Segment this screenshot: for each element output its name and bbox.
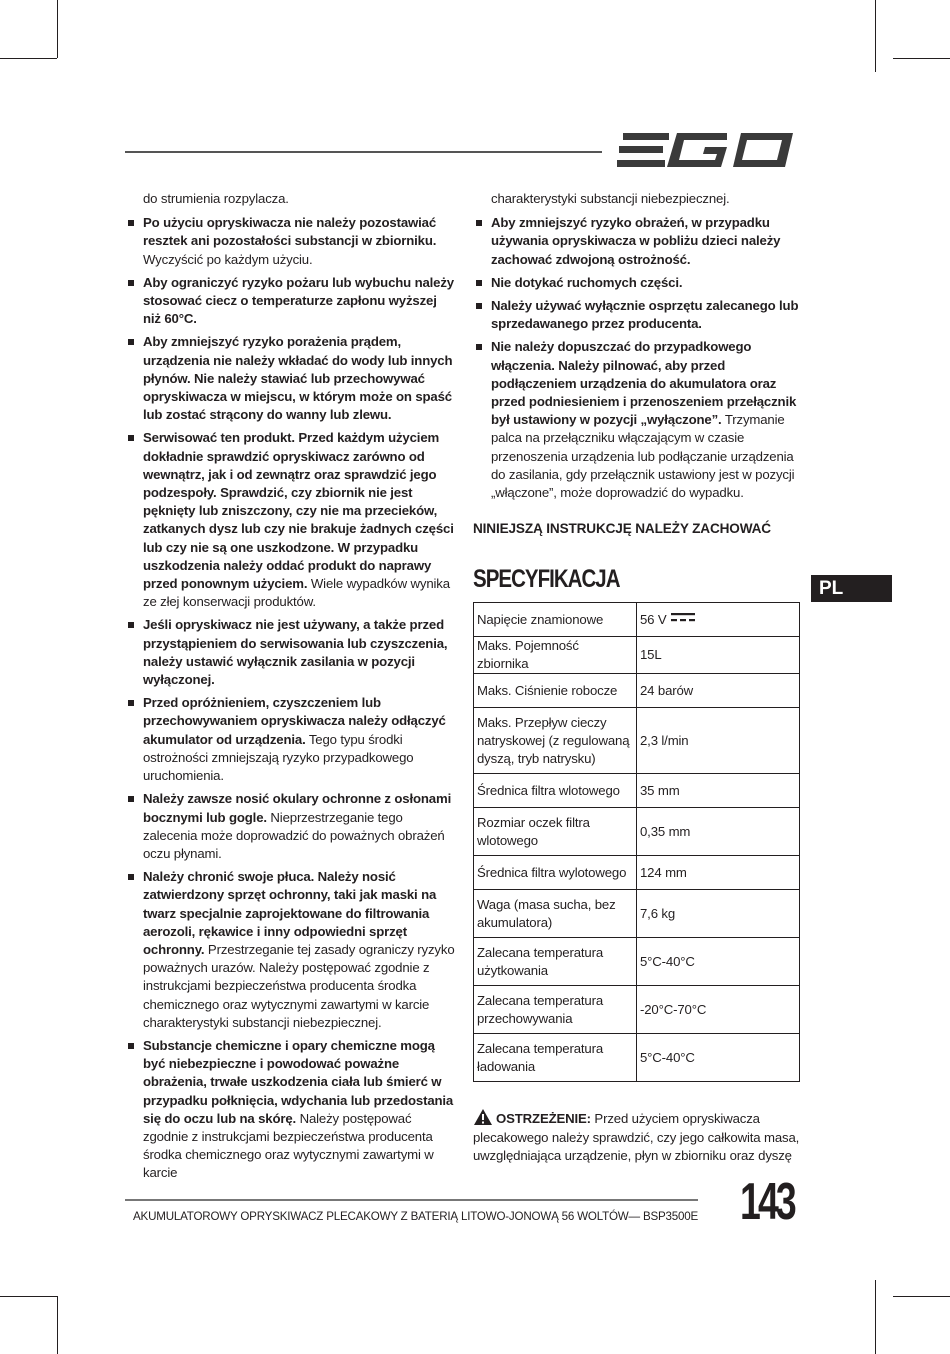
spec-row: [474, 1034, 800, 1082]
spec-value: [637, 603, 800, 637]
spec-row: [474, 938, 800, 986]
spec-label: Zalecana temperatura użytkowania: [474, 938, 637, 986]
spec-value: [637, 774, 800, 808]
spec-value-text: 5°C-40°C: [640, 953, 695, 969]
crop-mark: [875, 1280, 876, 1354]
spec-label: Maks. Przepływ cieczy natryskowej (z regulowaną dyszą, tryb natrysku): [474, 708, 637, 774]
right-column: [473, 190, 803, 1165]
spec-value: [637, 808, 800, 856]
spec-value-text: -20°C-70°C: [640, 1001, 707, 1017]
bold-text: Nie dotykać ruchomych części.: [491, 274, 683, 290]
bold-text: Należy używać wyłącznie osprzętu zalecanego lub sprzedawanego przez producenta.: [491, 298, 799, 332]
spec-value-text: 124 mm: [640, 864, 687, 880]
body-text: Wyczyścić po każdym użyciu.: [143, 251, 313, 267]
spec-label: Zalecana temperatura ładowania: [474, 1034, 637, 1082]
spec-value-text: 35 mm: [640, 782, 680, 798]
keep-instructions-heading: NINIEJSZĄ INSTRUKCJĘ NALEŻY ZACHOWAĆ: [473, 521, 771, 537]
crop-mark: [0, 58, 57, 59]
spec-row: [474, 708, 800, 774]
bold-text: Należy chronić swoje płuca. Należy nosić zatwierdzony sprzęt ochronny, taki jak maski na twarz specjalnie zaprojektowane do filtrowania aerozoli, rękawice i inny odpowiedni sprzęt ochronny.: [143, 869, 437, 957]
page-number: 143: [740, 1173, 794, 1231]
spec-value-text: 24 barów: [640, 682, 694, 698]
left-column: [125, 190, 455, 1188]
bullet-item: [125, 1037, 455, 1183]
body-text: Tego typu środki ostrożności zmniejszają ryzyko przypadkowego uruchomienia.: [143, 731, 414, 784]
language-tab: PL: [811, 575, 892, 602]
bullet-item: [473, 338, 803, 502]
spec-label: Średnica filtra wlotowego: [474, 774, 637, 808]
body-text: do strumienia rozpylacza.: [143, 191, 289, 206]
spec-row: [474, 808, 800, 856]
spec-row: [474, 674, 800, 708]
crop-mark: [57, 1296, 58, 1354]
bullet-item: [125, 790, 455, 863]
paragraph: [143, 190, 455, 208]
spec-row: [474, 637, 800, 674]
spec-value-text: 5°C-40°C: [640, 1049, 695, 1065]
spec-row: [474, 856, 800, 890]
spec-row: [474, 774, 800, 808]
spec-value: [637, 856, 800, 890]
bullet-item: [125, 694, 455, 785]
bullet-item: [125, 616, 455, 689]
warning-label: OSTRZEŻENIE:: [496, 1111, 591, 1127]
spec-label: Rozmiar oczek filtra wlotowego: [474, 808, 637, 856]
crop-mark: [57, 0, 58, 58]
bold-text: Jeśli opryskiwacz nie jest używany, a także przed przystąpieniem do serwisowania lub czyszczenia, należy ustawić wyłącznik zasilania w pozycji wyłączonej.: [143, 617, 448, 688]
spec-row: [474, 603, 800, 637]
spec-value: [637, 674, 800, 708]
body-text: Wiele wypadków wynika ze złej konserwacji produktów.: [143, 576, 450, 610]
paragraph: [491, 190, 803, 208]
spec-label: Zalecana temperatura przechowywania: [474, 986, 637, 1034]
bold-text: Nie należy dopuszczać do przypadkowego włączenia. Należy pilnować, aby przed podłączeniem urządzenia do akumulatora oraz przed podniesieniem i przenoszeniem przełącznik był ustawiony w pozycji „wyłączone”.: [491, 339, 797, 428]
warning-text: Przed użyciem opryskiwacza plecakowego należy sprawdzić, czy jego całkowita masa, uwzględniająca urządzenie, płyn w zbiorniku oraz dyszę: [473, 1111, 800, 1163]
spec-label: Maks. Ciśnienie robocze: [474, 674, 637, 708]
spec-table: [473, 602, 800, 1082]
spec-title: SPECYFIKACJA: [473, 565, 620, 594]
bullet-item: [473, 297, 803, 333]
crop-mark: [893, 1296, 950, 1297]
header-rule: [125, 151, 602, 153]
bullet-item: [473, 274, 803, 292]
ego-logo: [617, 130, 799, 170]
dc-voltage-icon: [671, 612, 695, 624]
spec-row: [474, 890, 800, 938]
bold-text: Należy zawsze nosić okulary ochronne z osłonami bocznymi lub gogle.: [143, 791, 452, 825]
bullet-item: [125, 868, 455, 1032]
warning-notice: [473, 1108, 803, 1165]
spec-value-text: 2,3 l/min: [640, 732, 689, 748]
body-text: Trzymanie palca na przełączniku włączającym w czasie przenoszenia urządzenia lub podłączanie urządzenia do zasilania, gdy przełącznik ustawiony jest w pozycji „włączone”, może doprowadzić do wypadku.: [491, 412, 795, 501]
bullet-item: [473, 214, 803, 269]
bold-text: Przed opróżnieniem, czyszczeniem lub przechowywaniem opryskiwacza należy odłączyć akumulator od urządzenia.: [143, 695, 446, 747]
bullet-item: [125, 274, 455, 329]
bold-text: Po użyciu opryskiwacza nie należy pozostawiać resztek ani pozostałości substancji w zbiorniku.: [143, 215, 437, 249]
spec-row: [474, 986, 800, 1034]
bold-text: Serwisować ten produkt. Przed każdym użyciem dokładnie sprawdzić opryskiwacz zarówno od wewnątrz, jak i od zewnątrz oraz sprawdzić jego podzespoły. Sprawdzić, czy zbiornik nie jest pęknięty lub zniszczony, czy nie ma przecieków, zatkanych dysz lub czy nie brakuje żadnych części lub czy nie są one uszkodzone. W przypadku uszkodzenia należy oddać produkt do naprawy przed ponownym użyciem.: [143, 430, 454, 592]
body-text: Należy postępować zgodnie z instrukcjami bezpieczeństwa producenta środka chemicznego oraz wytycznymi zawartymi w karcie: [143, 1110, 434, 1181]
spec-value: [637, 938, 800, 986]
bullet-item: [125, 429, 455, 611]
spec-label: Maks. Pojemność zbiornika: [474, 637, 637, 674]
crop-mark: [893, 58, 950, 59]
warning-triangle-icon: [473, 1108, 493, 1126]
body-text: Nieprzestrzeganie tego zalecenia może doprowadzić do poważnych obrażeń oczu płynami.: [143, 809, 445, 861]
spec-value: [637, 1034, 800, 1082]
spec-label: Średnica filtra wylotowego: [474, 856, 637, 890]
spec-label: Napięcie znamionowe: [474, 603, 637, 637]
bold-text: Aby ograniczyć ryzyko pożaru lub wybuchu należy stosować ciecz o temperaturze zapłonu wyższej niż 60°C.: [143, 274, 454, 327]
bullet-item: [125, 214, 455, 269]
crop-mark: [0, 1296, 57, 1297]
spec-value: [637, 986, 800, 1034]
body-text: Przestrzeganie tej zasady ograniczy ryzyko poważnych urazów. Należy postępować zgodnie z instrukcjami bezpieczeństwa producenta środka chemicznego oraz wytycznymi zawartymi w karcie charakterystyki substancji niebezpiecznej.: [143, 941, 455, 1030]
spec-value-text: 56 V: [640, 611, 667, 627]
spec-value: [637, 637, 800, 674]
spec-value: [637, 890, 800, 938]
spec-value-text: 0,35 mm: [640, 823, 691, 839]
spec-value-text: 7,6 kg: [640, 905, 676, 921]
footer-rule: [125, 1199, 698, 1201]
body-text: charakterystyki substancji niebezpiecznej.: [491, 191, 730, 206]
footer-title: AKUMULATOROWY OPRYSKIWACZ PLECAKOWY Z BATERIĄ LITOWO-JONOWĄ 56 WOLTÓW— BSP3500E: [133, 1210, 699, 1223]
bold-text: Aby zmniejszyć ryzyko obrażeń, w przypadku używania opryskiwacza w pobliżu dzieci należy zachować zdwojoną ostrożność.: [491, 215, 781, 267]
spec-value: [637, 708, 800, 774]
bullet-item: [125, 333, 455, 424]
spec-value-text: 15L: [640, 647, 662, 663]
spec-label: Waga (masa sucha, bez akumulatora): [474, 890, 637, 938]
crop-mark: [875, 0, 876, 72]
bold-text: Aby zmniejszyć ryzyko porażenia prądem, urządzenia nie należy wkładać do wody lub innych płynów. Nie należy stawiać lub przechowywać opryskiwacza w miejscu, w którym może on spaść lub zostać strącony do wanny lub zlewu.: [143, 334, 453, 423]
bold-text: Substancje chemiczne i opary chemiczne mogą być niebezpieczne i powodować poważne obrażenia, trwałe uszkodzenia ciała lub śmierć w przypadku połknięcia, wdychania lub przedostania się do oczu lub na skórę.: [143, 1037, 454, 1126]
